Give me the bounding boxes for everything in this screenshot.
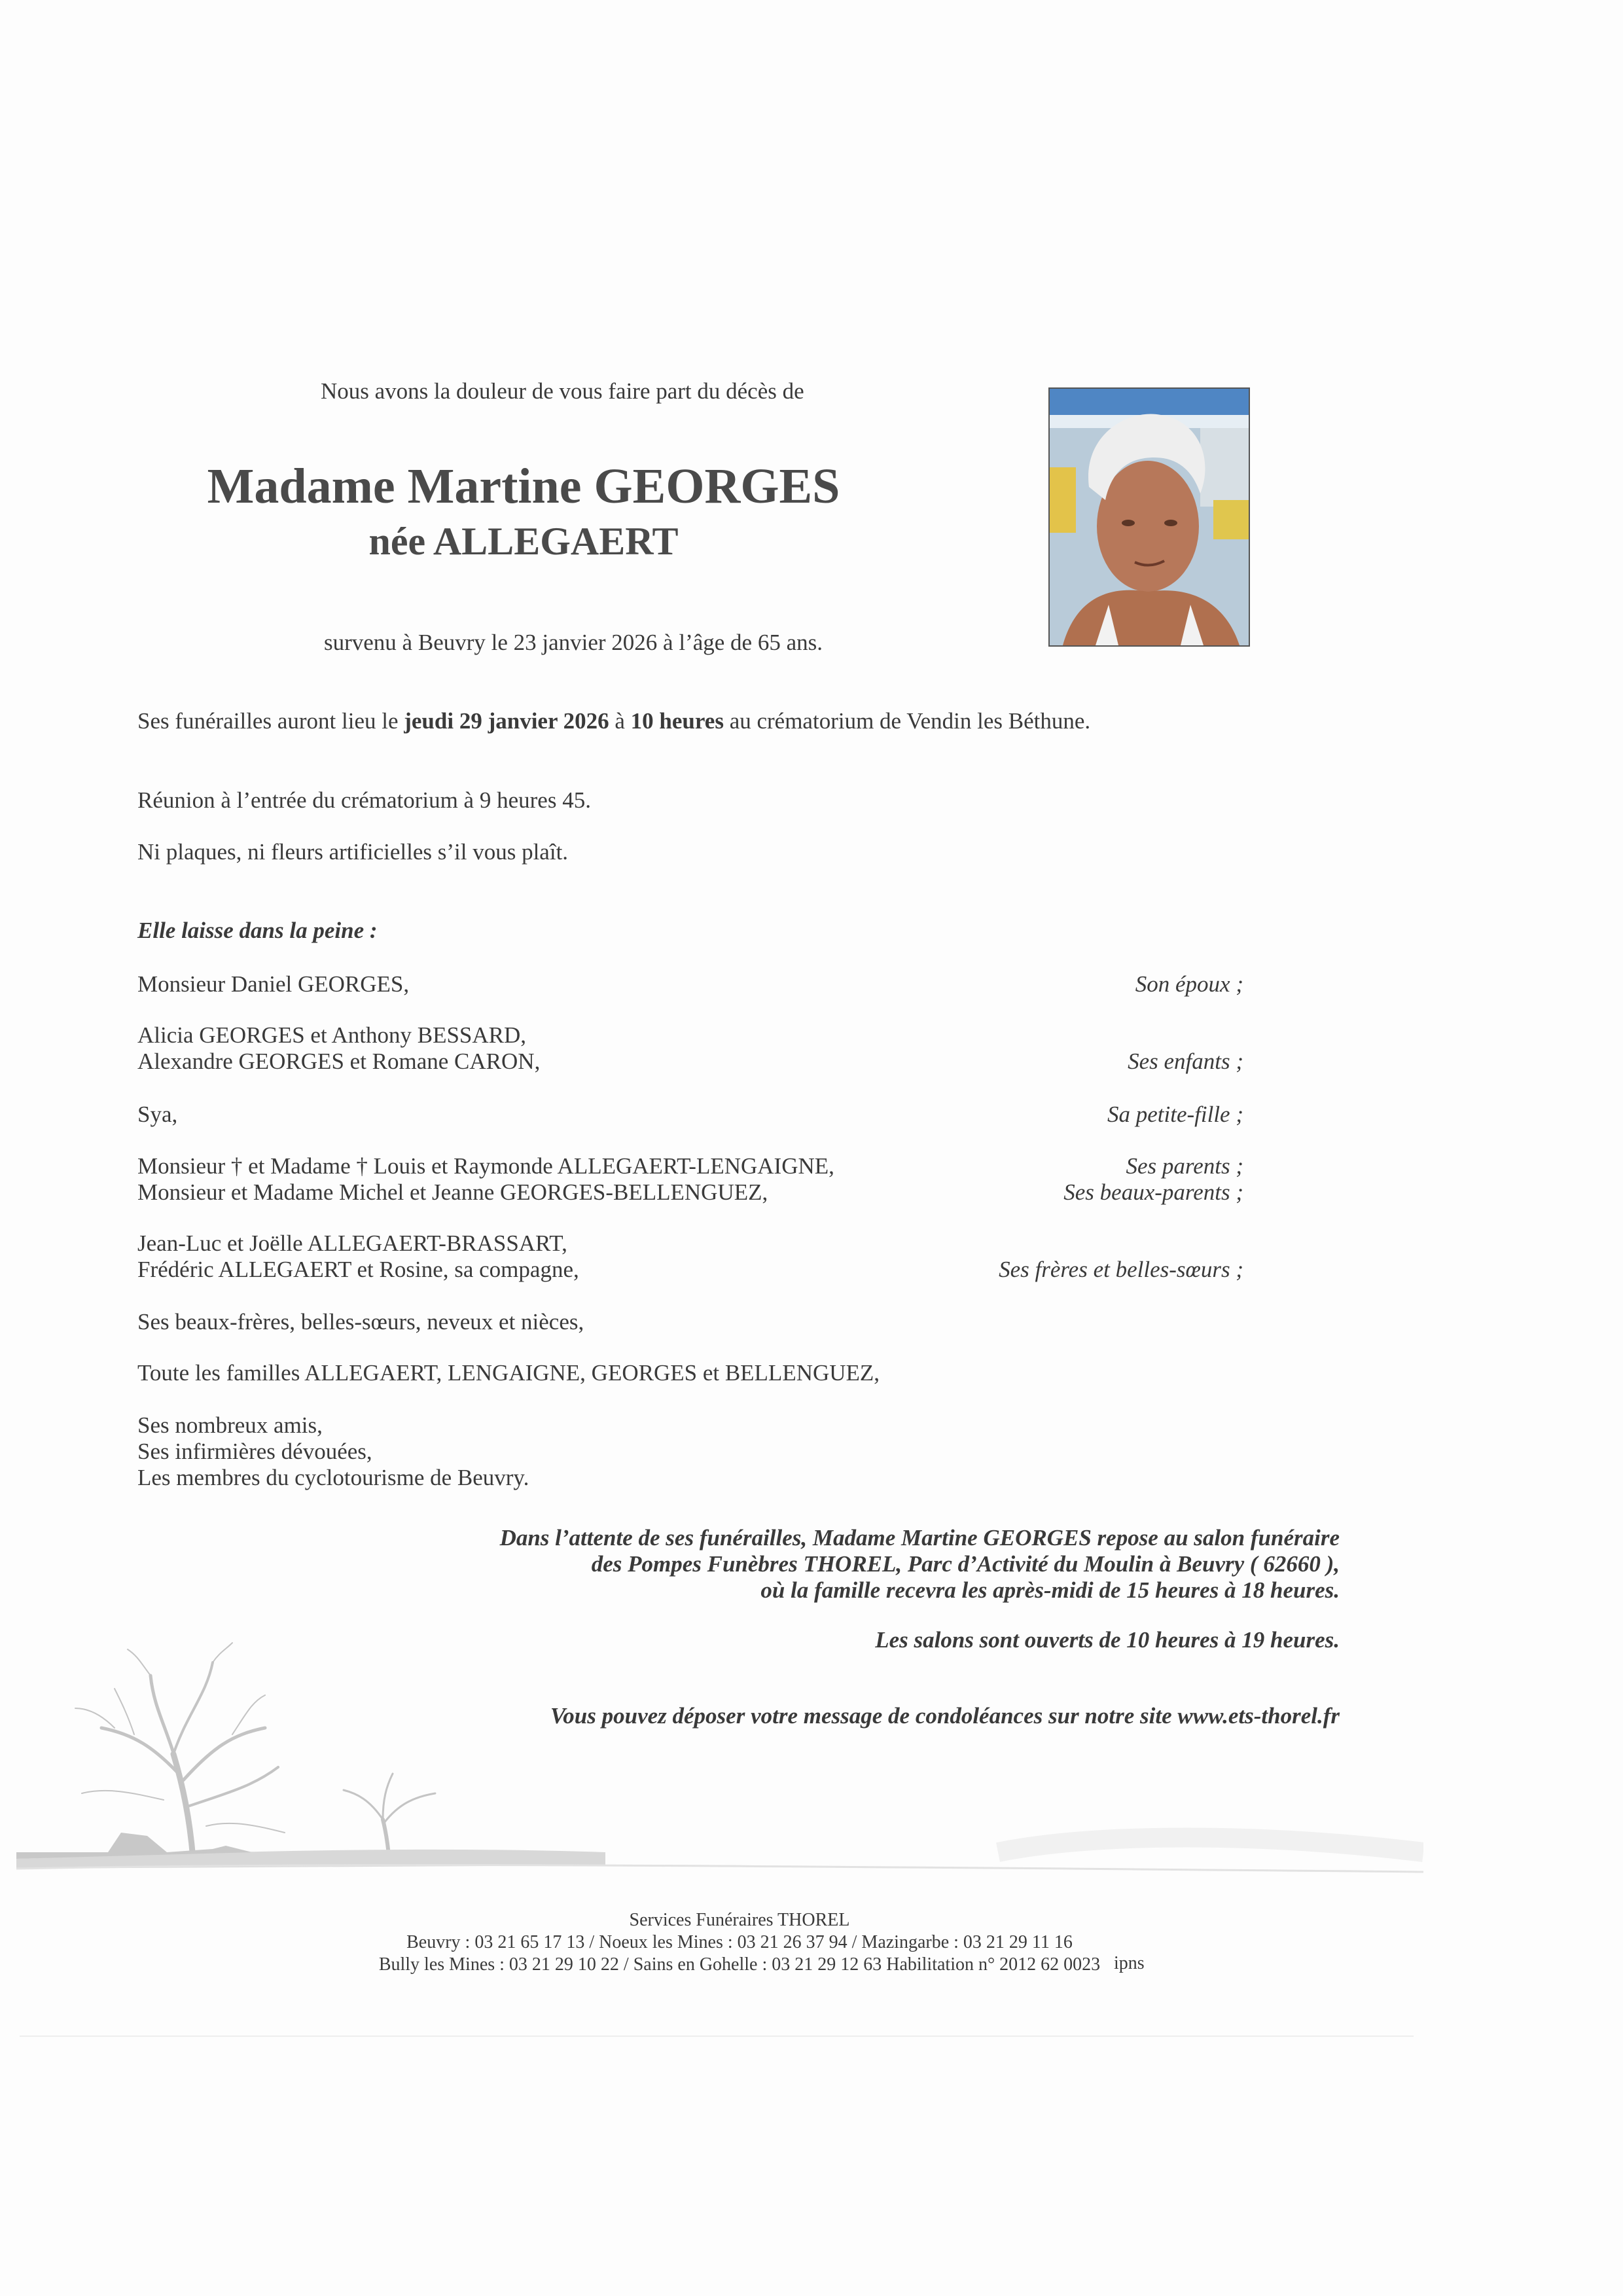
landscape-illustration bbox=[16, 1636, 1423, 1911]
family-name-line: Jean-Luc et Joëlle ALLEGAERT-BRASSART, bbox=[137, 1230, 567, 1256]
family-name-line: Toute les familles ALLEGAERT, LENGAIGNE, GEORGES et BELLENGUEZ, bbox=[137, 1360, 880, 1386]
funeral-details bbox=[137, 708, 1090, 734]
family-group-extended bbox=[137, 1309, 584, 1335]
funeral-text-middle: à bbox=[609, 708, 631, 734]
funeral-date: jeudi 29 janvier 2026 bbox=[404, 708, 609, 734]
relation-in-laws-line: Ses beaux-parents ; bbox=[1063, 1179, 1243, 1205]
family-name-line: Ses infirmières dévouées, bbox=[137, 1439, 372, 1464]
portrait-photo bbox=[1048, 387, 1250, 647]
death-notice: survenu à Beuvry le 23 janvier 2026 à l’âge de 65 ans. bbox=[324, 630, 823, 655]
reunion-text: Réunion à l’entrée du crématorium à 9 heures 45. bbox=[137, 787, 591, 813]
relation-parents bbox=[1063, 1153, 1243, 1206]
repose-line: des Pompes Funèbres THOREL, Parc d’Activité du Moulin à Beuvry ( 62660 ), bbox=[591, 1551, 1340, 1577]
bottom-divider bbox=[20, 2036, 1414, 2037]
footer-mark: ipns bbox=[1114, 1953, 1145, 1973]
leaves-heading: Elle laisse dans la peine : bbox=[137, 918, 378, 943]
family-name-line: Ses beaux-frères, belles-sœurs, neveux et nièces, bbox=[137, 1309, 584, 1335]
family-name-line: Alexandre GEORGES et Romane CARON, bbox=[137, 1049, 541, 1074]
family-group-friends bbox=[137, 1412, 529, 1491]
family-group-families bbox=[137, 1360, 880, 1386]
family-group-granddaughter bbox=[137, 1102, 177, 1128]
maiden-name: née ALLEGAERT bbox=[368, 520, 679, 563]
funeral-time: 10 heures bbox=[630, 708, 724, 734]
repose-line: Dans l’attente de ses funérailles, Madame Martine GEORGES repose au salon funéraire bbox=[499, 1525, 1340, 1551]
family-group-spouse bbox=[137, 971, 409, 997]
family-name-line: Monsieur et Madame Michel et Jeanne GEORGES-BELLENGUEZ, bbox=[137, 1179, 768, 1205]
family-name-line: Sya, bbox=[137, 1102, 178, 1127]
footer-company: Services Funéraires THOREL bbox=[629, 1910, 850, 1930]
relation-parents-line: Ses parents ; bbox=[1126, 1153, 1243, 1179]
family-name-line: Ses nombreux amis, bbox=[137, 1412, 323, 1438]
deceased-name: Madame Martine GEORGES bbox=[207, 459, 840, 514]
relation-granddaughter: Sa petite-fille ; bbox=[1107, 1102, 1243, 1127]
funeral-text-before: Ses funérailles auront lieu le bbox=[137, 708, 404, 734]
family-name-line: Monsieur † et Madame † Louis et Raymonde ALLEGAERT-LENGAIGNE, bbox=[137, 1153, 834, 1179]
repose-line: où la famille recevra les après-midi de 15 heures à 18 heures. bbox=[760, 1577, 1340, 1603]
family-group-siblings bbox=[137, 1230, 579, 1283]
family-name-line: Alicia GEORGES et Anthony BESSARD, bbox=[137, 1022, 527, 1048]
portrait-illustration bbox=[1050, 389, 1249, 645]
funeral-text-after: au crématorium de Vendin les Béthune. bbox=[723, 708, 1091, 734]
relation-children: Ses enfants ; bbox=[1128, 1049, 1243, 1074]
family-group-parents bbox=[137, 1153, 834, 1206]
condolences-notice: Vous pouvez déposer votre message de condoléances sur notre site www.ets-thorel.fr bbox=[550, 1703, 1340, 1729]
family-name-line: Frédéric ALLEGAERT et Rosine, sa compagne, bbox=[137, 1257, 579, 1282]
footer-phones-line2: Bully les Mines : 03 21 29 10 22 / Sains en Gohelle : 03 21 29 12 63 Habilitation n° 2012 62 0023 bbox=[378, 1954, 1101, 1975]
intro-text: Nous avons la douleur de vous faire part du décès de bbox=[321, 378, 804, 404]
family-name-line: Les membres du cyclotourisme de Beuvry. bbox=[137, 1465, 529, 1490]
relation-siblings: Ses frères et belles-sœurs ; bbox=[999, 1257, 1243, 1282]
family-group-children bbox=[137, 1022, 540, 1075]
family-name-line: Monsieur Daniel GEORGES, bbox=[137, 971, 410, 997]
repose-notice bbox=[500, 1525, 1340, 1604]
relation-spouse: Son époux ; bbox=[1135, 971, 1243, 997]
salons-hours: Les salons sont ouverts de 10 heures à 19 heures. bbox=[875, 1627, 1340, 1653]
no-flowers-text: Ni plaques, ni fleurs artificielles s’il vous plaît. bbox=[137, 839, 569, 865]
footer-phones-line1: Beuvry : 03 21 65 17 13 / Noeux les Mines : 03 21 26 37 94 / Mazingarbe : 03 21 29 11 16 bbox=[406, 1932, 1073, 1952]
